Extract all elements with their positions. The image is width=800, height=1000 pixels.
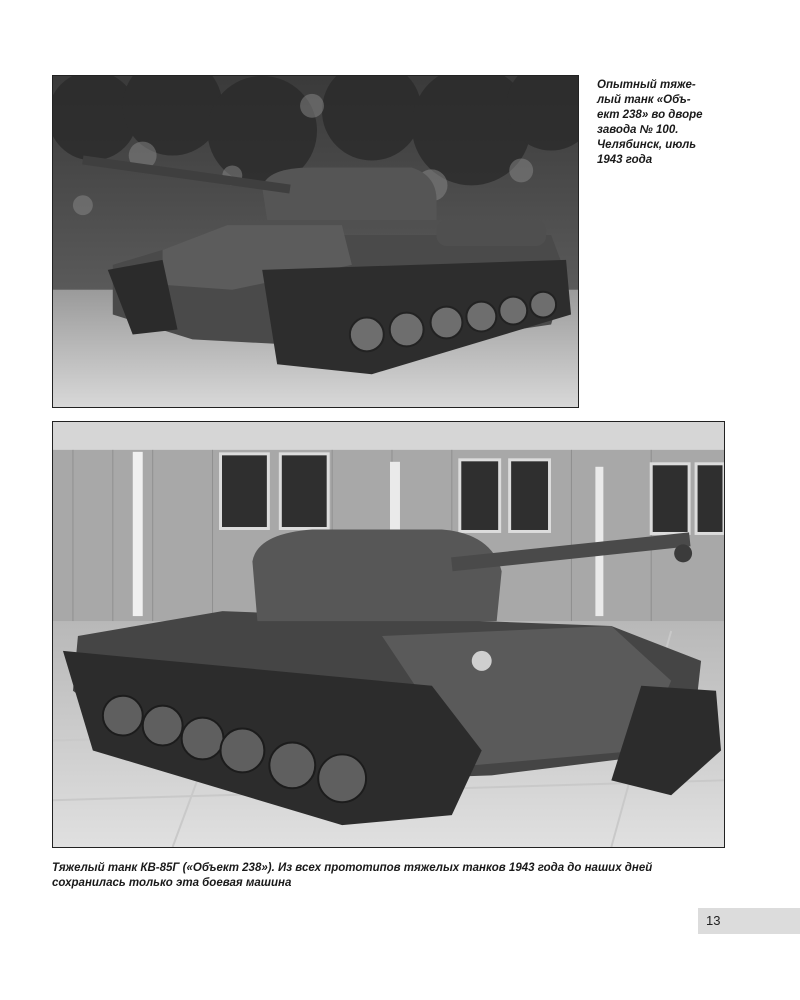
caption-top-line: лый танк «Объ- — [597, 94, 691, 106]
caption-top-line: 1943 года — [597, 154, 653, 166]
page-number-box — [698, 908, 800, 934]
caption-bottom — [52, 861, 742, 891]
caption-top — [597, 78, 727, 168]
page-number: 13 — [706, 913, 721, 928]
caption-bottom-line: Тяжелый танк КВ-85Г («Объект 238»). Из всех прототипов тяжелых танков 1943 года до наших дней — [52, 862, 653, 874]
tank-photo-bottom — [52, 421, 725, 848]
caption-top-line: Опытный тяже- — [597, 79, 696, 91]
caption-top-line: Челябинск, июль — [597, 139, 697, 151]
caption-top-line: ект 238» во дворе — [597, 109, 703, 121]
caption-bottom-line: сохранилась только эта боевая машина — [52, 877, 292, 889]
caption-top-line: завода № 100. — [597, 124, 679, 136]
tank-photo-top — [52, 75, 579, 408]
